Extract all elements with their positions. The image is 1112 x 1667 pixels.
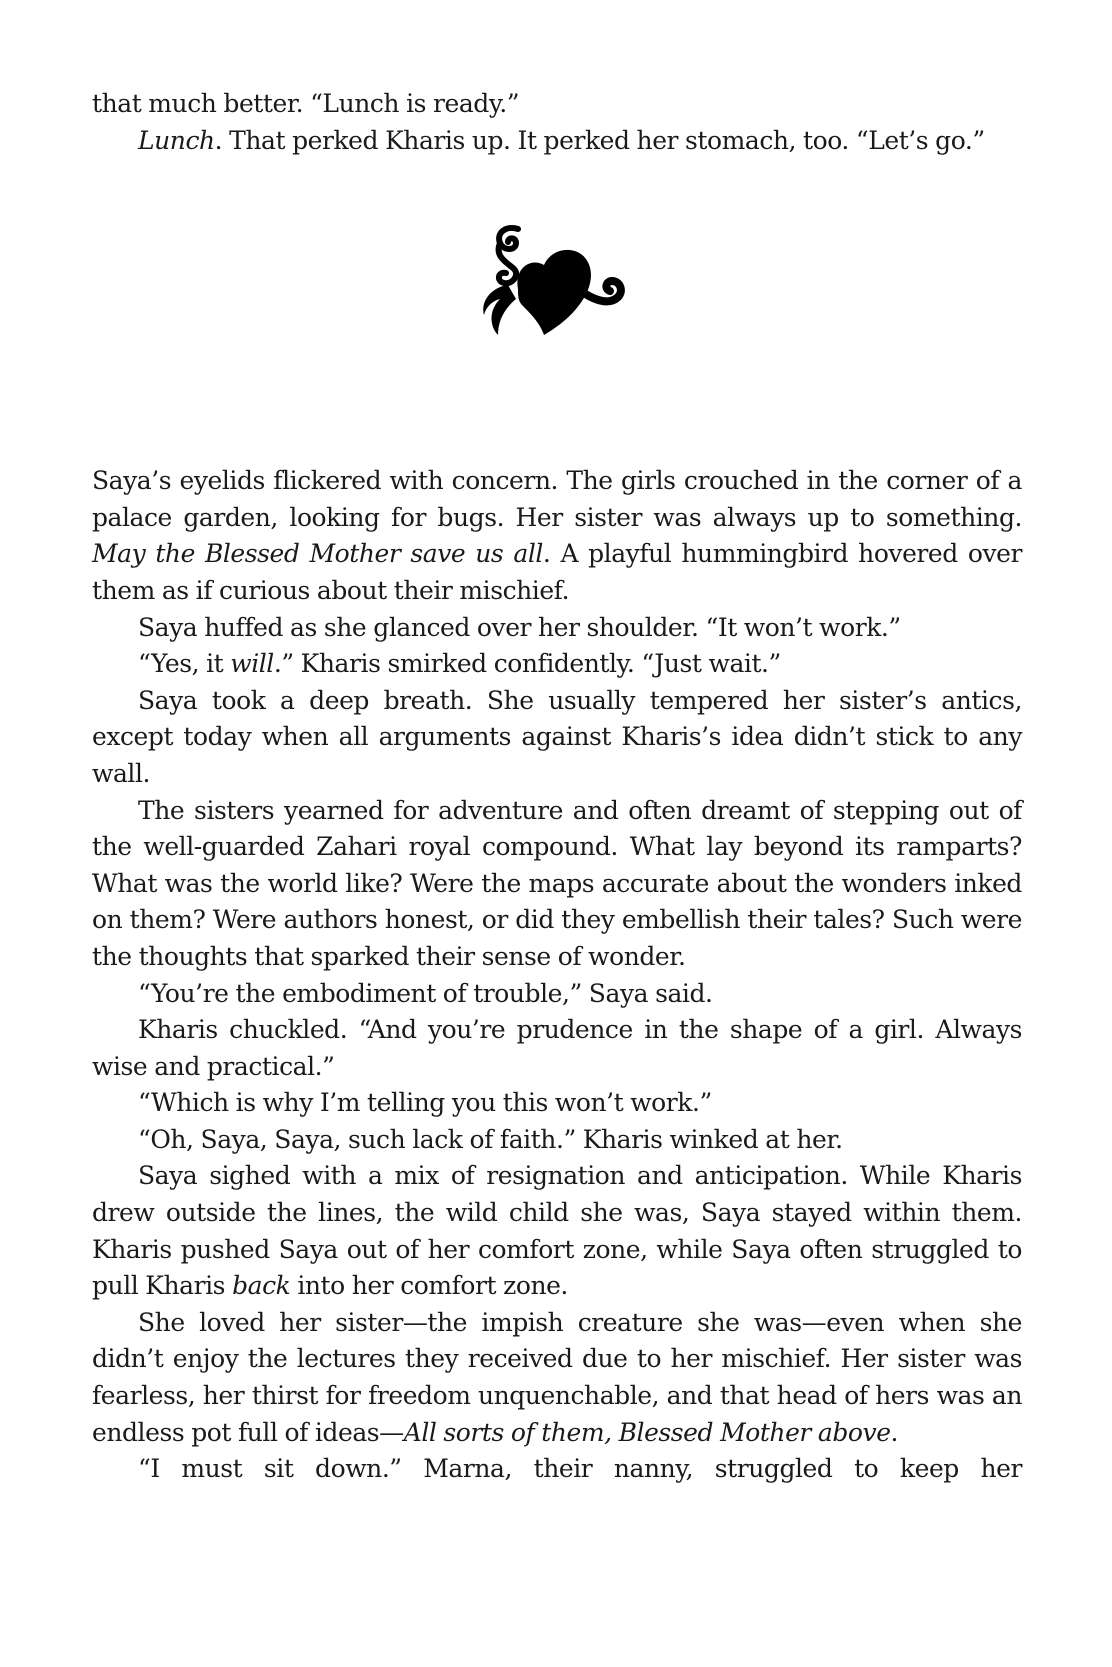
text-run: Saya’s eyelids flickered with concern. The girls crouched in the corner of a palace garden, looking for bugs. Her sister was always up to something. [92,466,1022,532]
text-run: into her comfort zone. [290,1271,568,1301]
italic-text: May the Blessed Mother save us all [92,539,543,569]
text-run: Kharis chuckled. “And you’re prudence in the shape of a girl. Always wise and practical.” [92,1015,1022,1081]
italic-text: Lunch [138,125,215,155]
text-run: “Oh, Saya, Saya, such lack of faith.” Kharis winked at her. [138,1124,843,1154]
paragraph [92,1158,1022,1304]
paragraph [92,1451,1022,1488]
paragraph [92,683,1022,793]
paragraph [92,976,1022,1013]
text-section-before-break [92,86,1022,159]
text-run: “Which is why I’m telling you this won’t work.” [138,1088,712,1118]
book-page [92,86,1022,1488]
paragraph [92,1122,1022,1159]
text-run: that much better. “Lunch is ready.” [92,89,520,118]
text-run: Saya sighed with a mix of resignation and anticipation. While Kharis drew outside the lines, the wild child she was, Saya stayed within them. Kharis pushed Saya out of her comfort zone, while Saya often struggled to pull Kharis [92,1161,1022,1301]
paragraph [92,123,1022,160]
paragraph [92,463,1022,609]
fleuron-heart-ornament-icon [478,223,630,347]
italic-text: back [232,1271,291,1301]
text-run: She loved her sister—the impish creature she was—even when she didn’t enjoy the lectures they received due to her mischief. Her sister was fearless, her thirst for freedom unquenchable, and that head of hers was an endless pot full of ideas— [92,1307,1022,1447]
paragraph [92,86,1022,123]
text-run: . A playful hummingbird hovered over them as if curious about their mischief. [92,539,1023,605]
text-run: The sisters yearned for adventure and often dreamt of stepping out of the well-guarded Zahari royal compound. What lay beyond its ramparts? What was the world like? Were the maps accurate about the wonders inked on them? Were authors honest, or did they embellish their tales? Such were the thoughts that sparked their sense of wonder. [92,795,1022,971]
text-run: Saya took a deep breath. She usually tempered her sister’s antics, except today when all arguments against Kharis’s idea didn’t stick to any wall. [92,685,1022,788]
text-run: .” Kharis smirked confidently. “Just wait.” [273,649,781,679]
text-run: “You’re the embodiment of trouble,” Saya said. [138,978,713,1008]
scene-break [92,159,1022,463]
paragraph [92,1012,1022,1085]
text-section-after-break [92,463,1022,1488]
text-run: . [890,1417,899,1447]
text-run: Saya huffed as she glanced over her shoulder. “It won’t work.” [138,612,901,642]
italic-text: All sorts of them, Blessed Mother above [403,1417,891,1447]
italic-text: will [230,649,274,679]
paragraph [92,610,1022,647]
text-run: “I must sit down.” Marna, their nanny, struggled to keep her [138,1454,1022,1484]
paragraph [92,1085,1022,1122]
paragraph [92,1305,1022,1451]
text-run: . That perked Kharis up. It perked her stomach, too. “Let’s go.” [214,125,985,155]
paragraph [92,793,1022,976]
text-run: “Yes, it [138,649,231,679]
paragraph [92,646,1022,683]
